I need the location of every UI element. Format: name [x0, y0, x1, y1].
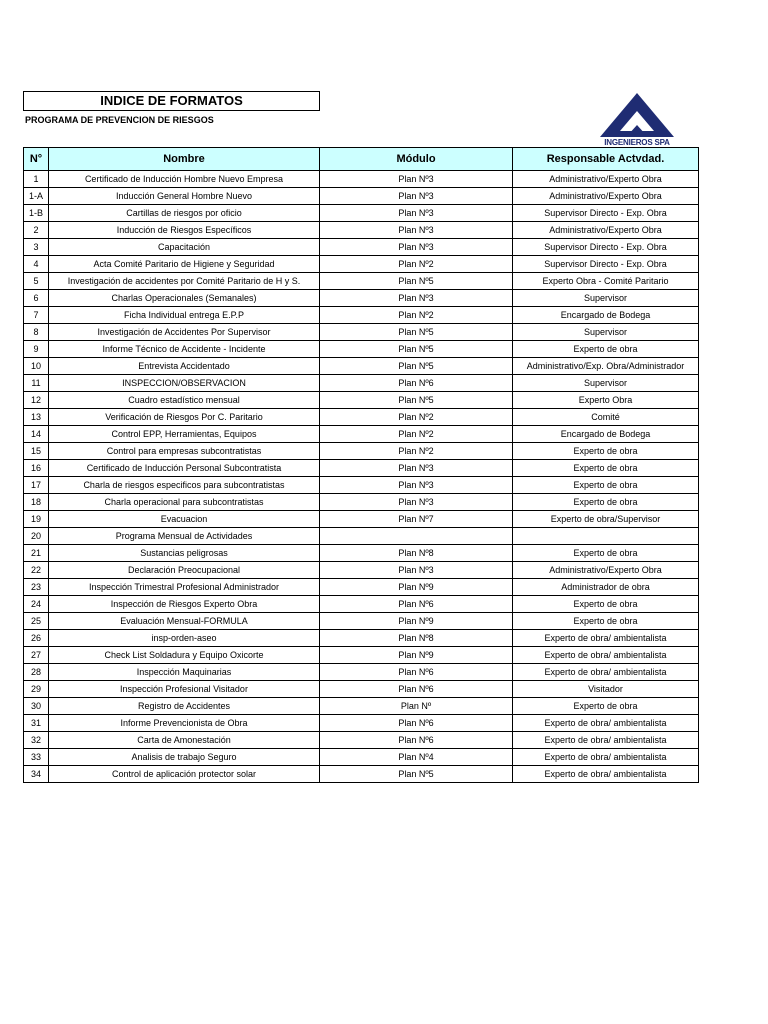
table-row [24, 698, 699, 715]
cell-name: INSPECCION/OBSERVACION [49, 375, 320, 392]
cell-name: Analisis de trabajo Seguro [49, 749, 320, 766]
cell-name: insp-orden-aseo [49, 630, 320, 647]
table-row [24, 766, 699, 783]
cell-number: 25 [24, 613, 49, 630]
table-row [24, 477, 699, 494]
cell-module: Plan Nº5 [320, 766, 513, 783]
cell-responsible: Encargado de Bodega [513, 426, 699, 443]
cell-module: Plan Nº6 [320, 375, 513, 392]
cell-number: 31 [24, 715, 49, 732]
cell-module: Plan Nº3 [320, 188, 513, 205]
logo-text: INGENIEROS SPA [604, 138, 670, 147]
table-row [24, 273, 699, 290]
table-header-row [24, 148, 699, 171]
cell-name: Control para empresas subcontratistas [49, 443, 320, 460]
cell-name: Cartillas de riesgos por oficio [49, 205, 320, 222]
table-row [24, 239, 699, 256]
table-row [24, 307, 699, 324]
cell-responsible: Encargado de Bodega [513, 307, 699, 324]
cell-name: Charlas Operacionales (Semanales) [49, 290, 320, 307]
cell-responsible: Administrador de obra [513, 579, 699, 596]
cell-responsible: Experto de obra/ ambientalista [513, 630, 699, 647]
cell-responsible: Experto de obra [513, 443, 699, 460]
cell-name: Programa Mensual de Actividades [49, 528, 320, 545]
cell-module: Plan Nº3 [320, 205, 513, 222]
table-row [24, 528, 699, 545]
cell-responsible: Supervisor [513, 290, 699, 307]
cell-responsible: Experto de obra [513, 613, 699, 630]
column-header-module: Módulo [320, 148, 513, 171]
cell-responsible: Experto de obra/ ambientalista [513, 732, 699, 749]
table-row [24, 188, 699, 205]
cell-responsible: Supervisor Directo - Exp. Obra [513, 205, 699, 222]
cell-number: 29 [24, 681, 49, 698]
cell-module: Plan Nº4 [320, 749, 513, 766]
cell-number: 21 [24, 545, 49, 562]
cell-name: Charla operacional para subcontratistas [49, 494, 320, 511]
cell-responsible: Experto Obra [513, 392, 699, 409]
cell-responsible: Experto de obra [513, 477, 699, 494]
cell-responsible: Experto de obra [513, 341, 699, 358]
table-row [24, 613, 699, 630]
cell-number: 1-A [24, 188, 49, 205]
cell-number: 13 [24, 409, 49, 426]
cell-number: 33 [24, 749, 49, 766]
cell-module: Plan Nº3 [320, 239, 513, 256]
table-row [24, 664, 699, 681]
cell-module: Plan Nº3 [320, 460, 513, 477]
cell-module: Plan Nº5 [320, 358, 513, 375]
table-row [24, 460, 699, 477]
table-row [24, 409, 699, 426]
cell-number: 19 [24, 511, 49, 528]
cell-number: 15 [24, 443, 49, 460]
table-row [24, 341, 699, 358]
cell-name: Inspección Maquinarias [49, 664, 320, 681]
cell-number: 11 [24, 375, 49, 392]
cell-name: Carta de Amonestación [49, 732, 320, 749]
company-logo [598, 91, 676, 148]
cell-module: Plan Nº5 [320, 341, 513, 358]
cell-module: Plan Nº2 [320, 307, 513, 324]
column-header-name: Nombre [49, 148, 320, 171]
table-row [24, 494, 699, 511]
cell-number: 30 [24, 698, 49, 715]
cell-number: 2 [24, 222, 49, 239]
column-header-responsible: Responsable Actvdad. [513, 148, 699, 171]
cell-module: Plan Nº9 [320, 647, 513, 664]
cell-name: Declaración Preocupacional [49, 562, 320, 579]
cell-responsible: Administrativo/Experto Obra [513, 222, 699, 239]
cell-number: 8 [24, 324, 49, 341]
cell-module: Plan Nº5 [320, 324, 513, 341]
page-title: INDICE DE FORMATOS [23, 91, 320, 111]
cell-responsible: Administrativo/Experto Obra [513, 562, 699, 579]
cell-responsible: Supervisor Directo - Exp. Obra [513, 239, 699, 256]
cell-responsible: Experto de obra [513, 596, 699, 613]
cell-responsible: Experto de obra/ ambientalista [513, 715, 699, 732]
cell-name: Certificado de Inducción Personal Subcontratista [49, 460, 320, 477]
cell-module: Plan Nº6 [320, 715, 513, 732]
cell-number: 23 [24, 579, 49, 596]
table-row [24, 171, 699, 188]
cell-number: 24 [24, 596, 49, 613]
cell-module: Plan Nº7 [320, 511, 513, 528]
cell-responsible: Experto de obra [513, 545, 699, 562]
page-subtitle: PROGRAMA DE PREVENCION DE RIESGOS [25, 115, 214, 125]
cell-number: 16 [24, 460, 49, 477]
cell-number: 27 [24, 647, 49, 664]
cell-responsible: Administrativo/Experto Obra [513, 171, 699, 188]
cell-number: 1-B [24, 205, 49, 222]
cell-number: 12 [24, 392, 49, 409]
cell-number: 18 [24, 494, 49, 511]
cell-name: Charla de riesgos especificos para subcontratistas [49, 477, 320, 494]
cell-name: Control de aplicación protector solar [49, 766, 320, 783]
cell-number: 34 [24, 766, 49, 783]
cell-responsible: Comité [513, 409, 699, 426]
cell-name: Sustancias peligrosas [49, 545, 320, 562]
cell-module: Plan Nº3 [320, 562, 513, 579]
cell-number: 32 [24, 732, 49, 749]
triangle-logo-icon [598, 91, 676, 139]
cell-responsible: Visitador [513, 681, 699, 698]
cell-number: 17 [24, 477, 49, 494]
table-row [24, 681, 699, 698]
cell-module: Plan Nº8 [320, 545, 513, 562]
cell-name: Certificado de Inducción Hombre Nuevo Empresa [49, 171, 320, 188]
cell-number: 3 [24, 239, 49, 256]
table-row [24, 732, 699, 749]
table-row [24, 222, 699, 239]
cell-module: Plan Nº3 [320, 171, 513, 188]
cell-number: 9 [24, 341, 49, 358]
cell-number: 7 [24, 307, 49, 324]
table-row [24, 392, 699, 409]
cell-responsible: Experto de obra [513, 494, 699, 511]
cell-name: Inspección Trimestral Profesional Administrador [49, 579, 320, 596]
cell-responsible: Experto de obra/Supervisor [513, 511, 699, 528]
cell-module: Plan Nº2 [320, 256, 513, 273]
cell-responsible: Administrativo/Experto Obra [513, 188, 699, 205]
cell-name: Ficha Individual entrega E.P.P [49, 307, 320, 324]
cell-name: Inducción General Hombre Nuevo [49, 188, 320, 205]
table-row [24, 579, 699, 596]
cell-module: Plan Nº8 [320, 630, 513, 647]
cell-responsible: Experto Obra - Comité Paritario [513, 273, 699, 290]
cell-name: Acta Comité Paritario de Higiene y Seguridad [49, 256, 320, 273]
cell-name: Informe Técnico de Accidente - Incidente [49, 341, 320, 358]
table-row [24, 545, 699, 562]
cell-module: Plan Nº6 [320, 732, 513, 749]
cell-module: Plan Nº3 [320, 222, 513, 239]
table-row [24, 647, 699, 664]
table-body [24, 171, 699, 783]
table-row [24, 426, 699, 443]
cell-module: Plan Nº5 [320, 392, 513, 409]
table-row [24, 324, 699, 341]
cell-module: Plan Nº2 [320, 443, 513, 460]
cell-responsible: Experto de obra/ ambientalista [513, 766, 699, 783]
cell-responsible: Administrativo/Exp. Obra/Administrador [513, 358, 699, 375]
cell-number: 4 [24, 256, 49, 273]
cell-responsible: Experto de obra/ ambientalista [513, 749, 699, 766]
cell-number: 20 [24, 528, 49, 545]
cell-module: Plan Nº6 [320, 681, 513, 698]
cell-module: Plan Nº3 [320, 494, 513, 511]
table-row [24, 205, 699, 222]
cell-responsible: Experto de obra/ ambientalista [513, 664, 699, 681]
cell-responsible: Experto de obra [513, 460, 699, 477]
cell-name: Inducción de Riesgos Específicos [49, 222, 320, 239]
cell-responsible: Supervisor [513, 324, 699, 341]
cell-number: 14 [24, 426, 49, 443]
cell-module: Plan Nº9 [320, 613, 513, 630]
cell-module: Plan Nº9 [320, 579, 513, 596]
cell-module: Plan Nº6 [320, 664, 513, 681]
cell-name: Evacuacion [49, 511, 320, 528]
cell-number: 1 [24, 171, 49, 188]
cell-name: Cuadro estadístico mensual [49, 392, 320, 409]
cell-name: Control EPP, Herramientas, Equipos [49, 426, 320, 443]
cell-number: 5 [24, 273, 49, 290]
cell-number: 10 [24, 358, 49, 375]
cell-name: Informe Prevencionista de Obra [49, 715, 320, 732]
table-row [24, 511, 699, 528]
table-row [24, 290, 699, 307]
cell-module: Plan Nº2 [320, 409, 513, 426]
cell-name: Inspección de Riesgos Experto Obra [49, 596, 320, 613]
cell-number: 28 [24, 664, 49, 681]
table-row [24, 749, 699, 766]
formats-table [23, 147, 699, 783]
table-row [24, 630, 699, 647]
cell-name: Registro de Accidentes [49, 698, 320, 715]
cell-name: Investigación de accidentes por Comité Paritario de H y S. [49, 273, 320, 290]
cell-module: Plan Nº3 [320, 477, 513, 494]
cell-module: Plan Nº3 [320, 290, 513, 307]
cell-module: Plan Nº2 [320, 426, 513, 443]
cell-number: 26 [24, 630, 49, 647]
cell-name: Investigación de Accidentes Por Supervisor [49, 324, 320, 341]
cell-number: 22 [24, 562, 49, 579]
cell-responsible: Supervisor Directo - Exp. Obra [513, 256, 699, 273]
cell-responsible [513, 528, 699, 545]
cell-name: Evaluación Mensual-FORMULA [49, 613, 320, 630]
cell-name: Inspección Profesional Visitador [49, 681, 320, 698]
cell-responsible: Experto de obra [513, 698, 699, 715]
table-row [24, 256, 699, 273]
cell-module: Plan Nº6 [320, 596, 513, 613]
cell-responsible: Experto de obra/ ambientalista [513, 647, 699, 664]
cell-name: Verificación de Riesgos Por C. Paritario [49, 409, 320, 426]
cell-module: Plan Nº5 [320, 273, 513, 290]
table-row [24, 715, 699, 732]
cell-name: Check List Soldadura y Equipo Oxicorte [49, 647, 320, 664]
cell-module: Plan Nº [320, 698, 513, 715]
table-row [24, 443, 699, 460]
table-row [24, 375, 699, 392]
cell-name: Capacitación [49, 239, 320, 256]
table-row [24, 596, 699, 613]
table-row [24, 358, 699, 375]
column-header-number: N° [24, 148, 49, 171]
cell-number: 6 [24, 290, 49, 307]
cell-responsible: Supervisor [513, 375, 699, 392]
cell-name: Entrevista Accidentado [49, 358, 320, 375]
table-row [24, 562, 699, 579]
cell-module [320, 528, 513, 545]
